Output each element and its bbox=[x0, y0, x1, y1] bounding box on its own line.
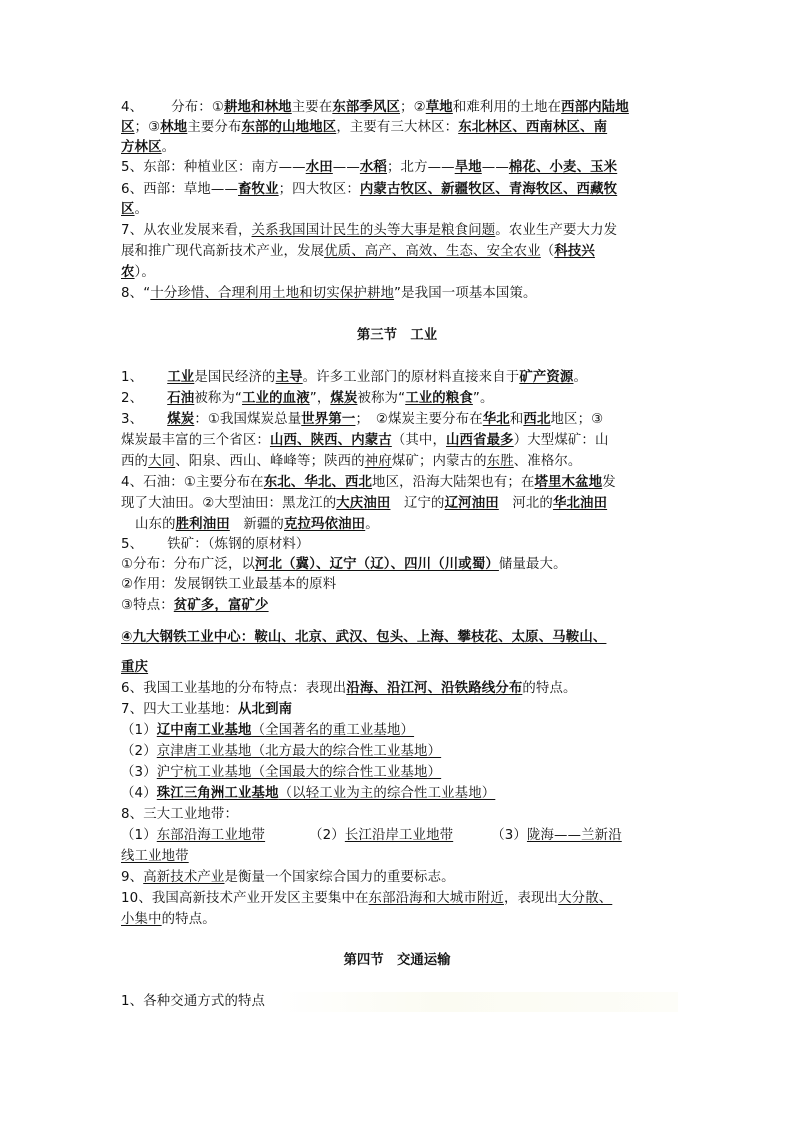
industrial-belts: （1）东部沿海工业地带 （2）长江沿岸工业地带 （3）陇海——兰新沿 bbox=[121, 828, 622, 843]
industrial-base-3: （3）沪宁杭工业基地（全国最大的综合性工业基地） bbox=[121, 765, 442, 780]
section-heading-transport: 第四节 交通运输 bbox=[343, 953, 451, 968]
transport-item-1: 1、各种交通方式的特点 bbox=[121, 994, 266, 1009]
agri-item-7-cont: 展和推广现代高新技术产业，发展优质、高产、高效、生态、安全农业（科技兴 bbox=[121, 244, 595, 259]
ind-item-9: 9、高新技术产业是衡量一个国家综合国力的重要标志。 bbox=[121, 870, 455, 885]
section-heading: 第三节 工业 bbox=[356, 328, 438, 343]
industrial-base-2: （2）京津唐工业基地（北方最大的综合性工业基地） bbox=[121, 744, 442, 759]
ind-item-1: 1、 工业是国民经济的主导。许多工业部门的原材料直接来自于矿产资源。 bbox=[121, 370, 588, 385]
item-number: 4、 bbox=[121, 100, 144, 115]
ind-item-7: 7、四大工业基地：从北到南 bbox=[121, 702, 293, 717]
steel-centers: ④九大钢铁工业中心：鞍山、北京、武汉、包头、上海、攀枝花、太原、马鞍山、 bbox=[121, 630, 607, 645]
ind-item-4-cont: 现了大油田。②大型油田：黑龙江的大庆油田 辽宁的辽河油田 河北的华北油田 bbox=[121, 496, 608, 511]
iron-feature: ③特点：贫矿多，富矿少 bbox=[121, 598, 269, 613]
highlight-band bbox=[278, 992, 678, 1012]
ind-item-3-cont2: 西的大同、阳泉、西山、峰峰等；陕西的神府煤矿；内蒙古的东胜、准格尔。 bbox=[121, 454, 582, 469]
industrial-belts-cont: 线工业地带 bbox=[121, 849, 189, 864]
ind-item-3: 3、 煤炭：①我国煤炭总量世界第一； ②煤炭主要分布在华北和西北地区；③ bbox=[121, 412, 604, 427]
ind-item-10-cont: 小集中的特点。 bbox=[121, 912, 216, 927]
agri-item-4: 4、 分布：①耕地和林地主要在东部季风区；②草地和难利用的土地在西部内陆地 bbox=[121, 100, 629, 115]
ind-item-8: 8、三大工业地带： bbox=[121, 807, 238, 822]
agri-item-5: 5、东部：种植业区：南方——水田——水稻；北方——旱地——棉花、小麦、玉米 bbox=[121, 160, 618, 175]
industrial-base-1: （1）辽中南工业基地（全国著名的重工业基地） bbox=[121, 723, 415, 738]
agri-item-7-cont2: 农）。 bbox=[121, 265, 155, 280]
ind-item-5: 5、 铁矿：（炼钢的原材料） bbox=[121, 537, 310, 552]
iron-role: ②作用：发展钢铁工业最基本的原料 bbox=[121, 577, 337, 592]
ind-item-4-cont2: 山东的胜利油田 新疆的克拉玛依油田。 bbox=[135, 517, 379, 532]
agri-item-7: 7、从农业发展来看，关系我国国计民生的头等大事是粮食问题。农业生产要大力发 bbox=[121, 223, 618, 238]
ind-item-10: 10、我国高新技术产业开发区主要集中在东部沿海和大城市附近，表现出大分散、 bbox=[121, 891, 613, 906]
industrial-base-4: （4）珠江三角洲工业基地（以轻工业为主的综合性工业基地） bbox=[121, 786, 496, 801]
ind-item-4: 4、石油：①主要分布在东北、华北、西北地区，沿海大陆架也有；在塔里木盆地发 bbox=[121, 475, 616, 490]
agri-item-6-cont: 区。 bbox=[121, 202, 149, 217]
ind-item-6: 6、我国工业基地的分布特点：表现出沿海、沿江河、沿铁路线分布的特点。 bbox=[121, 681, 577, 696]
ind-item-3-cont: 煤炭最丰富的三个省区：山西、陕西、内蒙古（其中，山西省最多）大型煤矿：山 bbox=[121, 433, 609, 448]
agri-item-6: 6、西部：草地——畜牧业；四大牧区：内蒙古牧区、新疆牧区、青海牧区、西藏牧 bbox=[121, 182, 618, 197]
agri-item-4-cont: 区；③林地主要分布东部的山地地区，主要有三大林区：东北林区、西南林区、南 bbox=[121, 120, 608, 135]
iron-distribution: ①分布：分布广泛，以河北（冀）、辽宁（辽）、四川（川或蜀）储量最大。 bbox=[121, 557, 567, 572]
ind-item-2: 2、 石油被称为“工业的血液”，煤炭被称为“工业的粮食”。 bbox=[121, 391, 494, 406]
agri-item-8: 8、“十分珍惜、合理利用土地和切实保护耕地”是我国一项基本国策。 bbox=[121, 286, 537, 301]
agri-item-4-cont2: 方林区。 bbox=[121, 140, 176, 155]
steel-centers-cont: 重庆 bbox=[121, 660, 149, 675]
